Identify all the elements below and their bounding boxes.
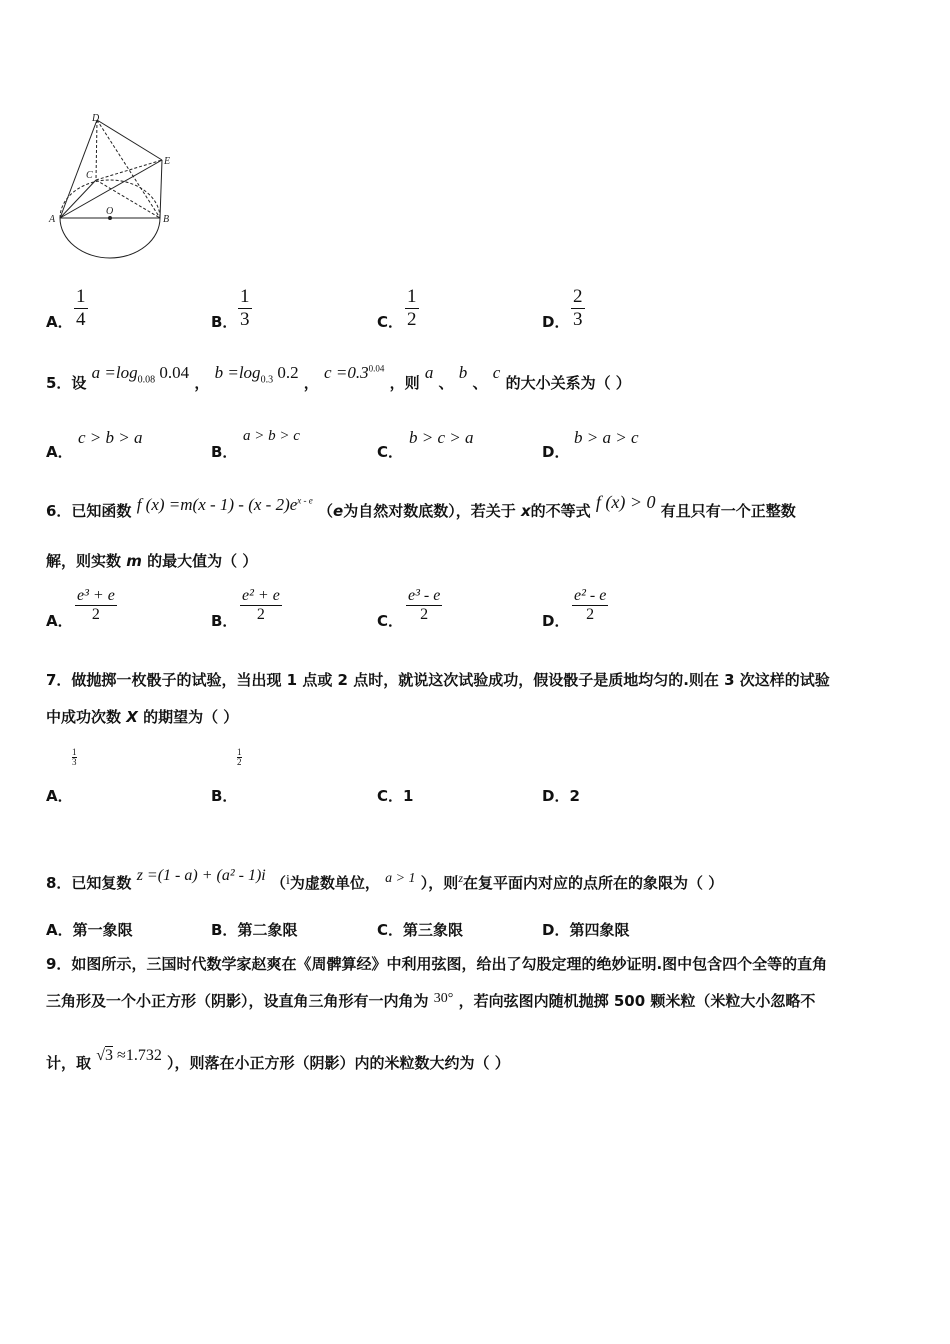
q5-option-c-letter: C． [377, 443, 404, 461]
q6-option-a-letter: A． [46, 612, 73, 630]
q7-option-a-fraction: 1 3 [72, 747, 77, 767]
q8-option-a: A．第一象限 [46, 921, 133, 939]
q5-option-a-letter: A． [46, 443, 73, 461]
q6-option-b-letter: B． [211, 612, 238, 630]
label-e: E [164, 156, 171, 167]
q6-stem-line1: 6．已知函数 f $(x) =m(x - 1) - (x - 2)e^{x - e}$ （e为自然对数底数），若关于 x的不等式 f (x) > 0 有且只有一个正整数 [46, 492, 796, 520]
q5-option-a-expr: c > b > a [78, 428, 143, 447]
q7-option-b-fraction: 1 2 [237, 747, 242, 767]
q4-option-d-fraction: $\frac{2}{3}$ [573, 286, 583, 330]
label-b: B [163, 214, 170, 225]
label-o: O [106, 206, 114, 217]
q4-option-d-letter: D． [542, 313, 570, 331]
q4-option-a-fraction: $\frac{1}{4}$ [76, 286, 86, 330]
q4-option-b-letter: B． [211, 313, 238, 331]
q5-option-c-expr: b > c > a [409, 428, 474, 447]
q8-option-d: D．第四象限 [542, 921, 630, 939]
q6-option-a-fraction: $\frac{\text{e³ + e}}{2}$ [77, 587, 115, 623]
q4-option-b-fraction: $\frac{1}{3}$ [240, 286, 250, 330]
q7-option-b-letter: B． [211, 787, 238, 805]
label-c: C [86, 170, 93, 181]
q4-option-c-fraction: $\frac{1}{2}$ [407, 286, 417, 330]
q5-option-b-expr: a > b > c [243, 428, 300, 444]
q9-stem-line1: 9．如图所示，三国时代数学家赵爽在《周髀算经》中利用弦图，给出了勾股定理的绝妙证明.图中包含四个全等的直角 [46, 955, 828, 973]
q6-stem-line2: 解，则实数 m 的最大值为（ ） [46, 552, 258, 570]
q6-option-c-fraction: $\frac{\text{e³ - e}}{2}$ [408, 587, 441, 623]
q4-option-a-letter: A． [46, 313, 73, 331]
q8-stem: 8．已知复数 z =(1 - a) + (a² - 1)i （i为虚数单位， a > 1 ），则$^z$在复平面内对应的点所在的象限为（ ） [46, 867, 724, 892]
geometry-figure [44, 108, 184, 268]
q4-option-c-letter: C． [377, 313, 404, 331]
q7-option-d: D．2 [542, 787, 580, 805]
q9-stem-line3: 计，取 √3 ≈1.732 ），则落在小正方形（阴影）内的米粒数大约为（ ） [46, 1047, 510, 1072]
q6-option-c-letter: C． [377, 612, 404, 630]
q7-option-c: C．1 [377, 787, 414, 805]
q5-stem: 5．设 $a =\log_{0.08}$ 0.04 ， $b =\log_{0.3}$ 0.2 ， $c =0.3^{0.04}$ ，则 a 、 b 、 c 的大小关系为（ ） [46, 363, 631, 392]
q6-option-b-fraction: $\frac{\text{e² + e}}{2}$ [242, 587, 280, 623]
label-a: A [49, 214, 56, 225]
sqrt-expression: √3 ≈1.732 [96, 1047, 162, 1064]
q8-option-b: B．第二象限 [211, 921, 298, 939]
q9-stem-line2: 三角形及一个小正方形（阴影），设直角三角形有一内角为 30° ，若向弦图内随机抛掷 500 颗米粒（米粒大小忽略不 [46, 991, 816, 1010]
q8-option-c: C．第三象限 [377, 921, 464, 939]
q7-stem-line2: 中成功次数 X 的期望为（ ） [46, 708, 239, 726]
q6-option-d-letter: D． [542, 612, 570, 630]
q7-stem-line1: 7．做抛掷一枚骰子的试验，当出现 1 点或 2 点时，就说这次试验成功，假设骰子是质地均匀的.则在 3 次这样的试验 [46, 671, 830, 689]
q5-option-b-letter: B． [211, 443, 238, 461]
q5-option-d-letter: D． [542, 443, 570, 461]
q6-option-d-fraction: $\frac{\text{e² - e}}{2}$ [574, 587, 607, 623]
label-d: D [92, 113, 100, 124]
q5-option-d-expr: b > a > c [574, 428, 639, 447]
q7-option-a-letter: A． [46, 787, 73, 805]
